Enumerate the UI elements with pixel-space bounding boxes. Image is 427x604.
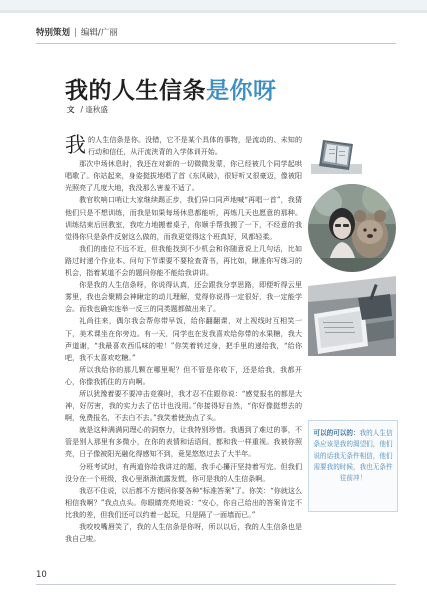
article-title bbox=[65, 72, 277, 105]
paragraph bbox=[65, 134, 302, 158]
drop-cap: 我 bbox=[65, 133, 86, 157]
girl-with-teddy-bear-photo-icon bbox=[308, 184, 396, 272]
pull-quote-lead: 可以的可以的： bbox=[313, 429, 360, 437]
article-title-part1: 我的人生信条 bbox=[65, 78, 206, 104]
paragraph: 分班考试时，有两道你给我讲过的题，我手心攥汗坚持着写完。但我们没分在一个班级，我心里渐渐流露发慌，你可是我的人生信条啊。 bbox=[65, 461, 302, 483]
paragraph: 教官吹响口哨让大家继续踢正步，我们异口同声地喊“再唱一首”，我猜他们只是不想训练，而我是如果每场休息都能听，再炼几天也愿意的那种。训练结束后回教室，我吃力地搬着桌子，你顺手帮我搬了一下，不经意的我觉得你只是条件反射这么做的，而我更觉得这个班真好，风都轻柔。 bbox=[65, 195, 302, 241]
byline-label: 文 bbox=[67, 105, 75, 114]
paragraph: 我们的座位不远不近，但我能找到不少机会和你随意说上几句话，比如路过时递个作业本、问句下节课要不要检查背书，再比如，瞅准你写练习的机会，指着某道不会的题问你能不能给我讲讲。 bbox=[65, 243, 302, 278]
paragraph: 礼尚往来，偶尔我会帮你带早饭，给你翻翻课，对上视线时互相笑一下，美术课坐在你旁边。有一天，同学也在发我喜欢给你带的水果糖，我大声道谢，“我最喜欢西瓜味的啦！”你笑着转过身，把手里的递给我，“给你吧，我不太喜欢吃糖。” bbox=[65, 316, 302, 362]
paragraph: 我忍不住说，以后都不方便问你要各种“标准答案”了。你笑：“你就这么相信我啊？”我点点头。你眼睛亮亮地说：“安心，你自己给出的答案肯定不比我的差，但我们还可以约着一起玩，只是隔了一面墙而已。” bbox=[65, 485, 302, 519]
page-number: 10 bbox=[36, 570, 47, 580]
section-separator: | bbox=[74, 28, 77, 38]
paragraph: 你是我的人生信条呀，你说得认真，还会跟我分享思路，即便听得云里雾里，我也会聚精会神瞅定的动儿理解，觉得你说得一定很好，我一定能学会。而我也确实连举一反三的同类题都做出来了。 bbox=[65, 280, 302, 314]
byline bbox=[67, 104, 108, 115]
paragraph-text: 的人生信条是你。没错，它不是某个具体的事物，是流动的、未知的行动和信任，从汗流浃背的入学体训开始。 bbox=[88, 135, 302, 157]
paragraph: 我咬咬嘴唇笑了，我的人生信条是你呀，所以以后，我的人生信条也是我自己啦。 bbox=[65, 522, 302, 544]
footer-divider bbox=[36, 584, 396, 585]
section-header bbox=[36, 26, 118, 38]
book-photo-icon bbox=[309, 134, 364, 176]
header-stripe bbox=[0, 10, 427, 13]
paragraph: 所以我给你的那几颗在哪里呢？但不管是你收下，还是给我，我都开心，你像我抓住的方向啊。 bbox=[65, 364, 302, 386]
paragraph: 那次中场休息时，我还在对新的一切微微发蒙，你已经被几个同学起哄唱歌了。你站起来，身姿挺拔地唱了首《东风破》，很好听又很豪迈，像被阳光照亮了几度大地，我没那么害羞不适了。 bbox=[65, 159, 302, 193]
desk-with-books-photo-icon bbox=[308, 276, 396, 356]
section-editor: 编辑/广丽 bbox=[80, 28, 118, 38]
header-divider bbox=[36, 43, 396, 44]
paragraph: 就是这种满满同理心的洞察力，让我特别珍惜。我遇到了难过的事，不管是别人那里有多微小，在你的表情和话语间，都和我一样重视。我被你照亮，日子像被阳光融化得感知不到，竟晃悠悠过去了大半年。 bbox=[65, 425, 302, 459]
pull-quote-text bbox=[313, 428, 393, 484]
article-title-part2: 是你呀 bbox=[206, 78, 277, 104]
pull-quote-body: 我的人生信条应该是我的渴望们，他们说的话我无条件相信，他们需要我的时候，我也无条件往前冲！ bbox=[313, 429, 393, 483]
paragraph: 所以犹豫着要不要冲击竞赛时，我才忍不住跟你说：“感觉报名的都是大神，好厉害，我的实力去了估计也没用。”你接得好自然，“你好像挺想去的啊，免费报名，不去白不去。”我笑着使劲点了头。 bbox=[65, 388, 302, 423]
article-body bbox=[65, 134, 302, 545]
byline-author: / 逢秋盛 bbox=[80, 105, 108, 114]
section-title: 特别策划 bbox=[36, 28, 71, 38]
pull-quote bbox=[308, 420, 398, 512]
